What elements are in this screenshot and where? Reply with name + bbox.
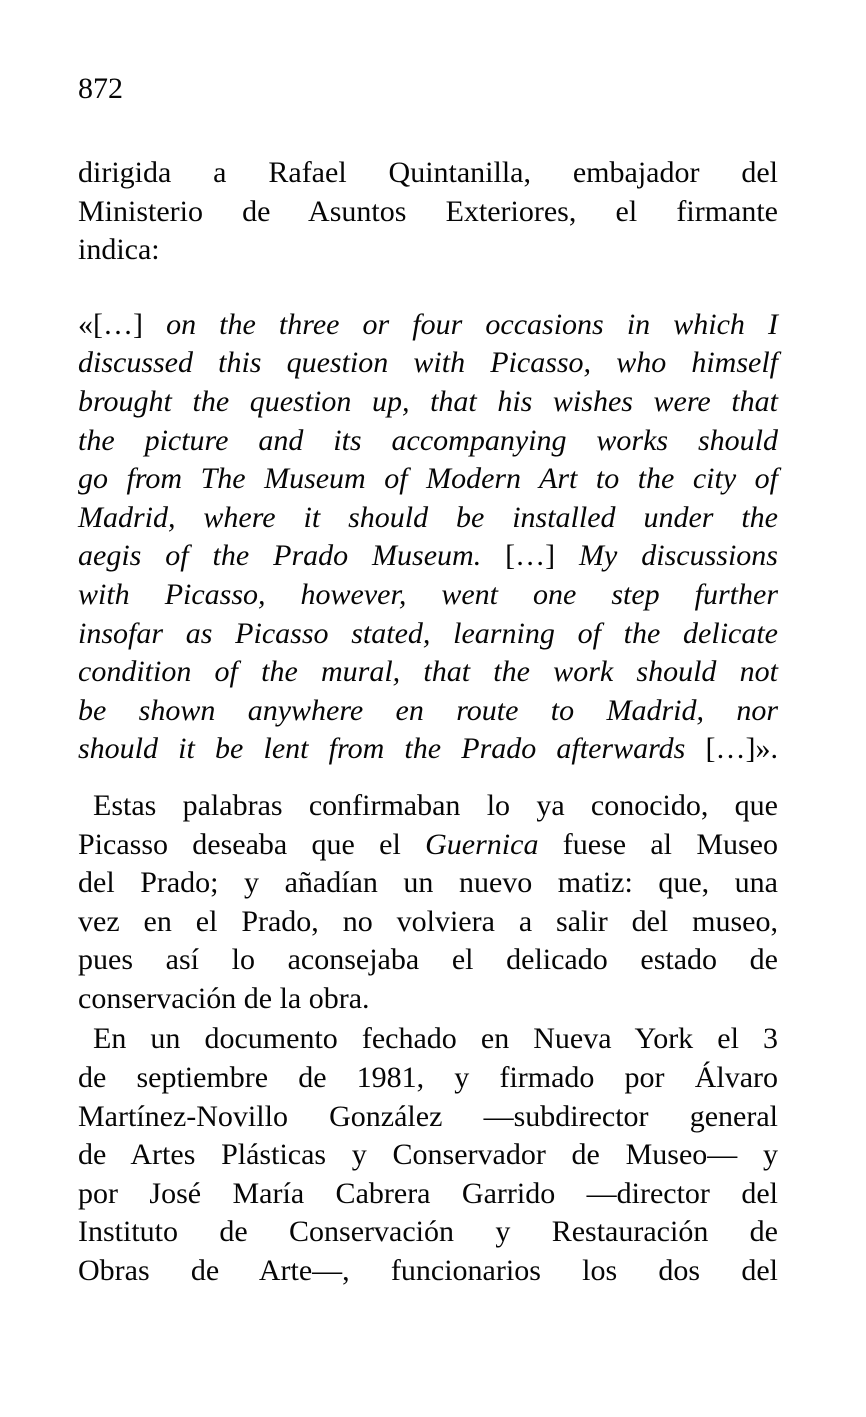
text-line <box>78 231 778 270</box>
text-line <box>78 903 778 942</box>
text-line <box>78 154 778 193</box>
text-line <box>78 730 778 769</box>
italic-text-segment: on the three or four occasions in which I <box>166 307 778 341</box>
text-line <box>78 1020 778 1059</box>
italic-text-segment: go from The Museum of Modern Art to the city of <box>78 462 778 496</box>
text-line <box>78 306 778 345</box>
italic-text-segment: be shown anywhere en route to Madrid, nor <box>78 693 778 727</box>
text-column <box>78 154 778 1291</box>
text-segment: Instituto de Conservación y Restauración de <box>78 1215 778 1249</box>
italic-text-segment: should it be lent from the Prado afterwards <box>78 732 706 766</box>
italic-text-segment: My discussions <box>555 539 778 573</box>
text-segment: […]». <box>705 732 778 766</box>
text-segment: dirigida a Rafael Quintanilla, embajador del <box>78 156 778 189</box>
italic-text-segment: condition of the mural, that the work should not <box>78 655 778 689</box>
text-segment: de septiembre de 1981, y firmado por Álvaro <box>78 1061 778 1095</box>
text-segment: «[…] <box>78 307 167 341</box>
text-line <box>78 1213 778 1252</box>
text-line <box>78 615 778 654</box>
text-line <box>78 383 778 422</box>
text-line <box>78 941 778 980</box>
italic-text-segment: the picture and its accompanying works should <box>78 423 778 457</box>
italic-text-segment: discussed this question with Picasso, who himself <box>78 346 778 380</box>
text-line <box>78 422 778 461</box>
text-line <box>78 1252 778 1291</box>
text-line <box>78 499 778 538</box>
text-line <box>78 193 778 232</box>
text-segment: En un documento fechado en Nueva York el 3 <box>93 1022 778 1056</box>
text-segment: pues así lo aconsejaba el delicado estado de <box>78 943 778 977</box>
text-segment: conservación de la obra. <box>78 981 370 1015</box>
text-line <box>78 460 778 499</box>
text-line <box>78 1098 778 1137</box>
text-line <box>78 1059 778 1098</box>
text-segment: fuese al Museo <box>538 827 778 861</box>
text-line <box>78 692 778 731</box>
text-line <box>78 576 778 615</box>
italic-text-segment: insofar as Picasso stated, learning of the delicate <box>78 616 778 650</box>
text-line <box>78 653 778 692</box>
text-line <box>78 344 778 383</box>
italic-text-segment: Madrid, where it should be installed under the <box>78 500 778 534</box>
text-segment: del Prado; y añadían un nuevo matiz: que, una <box>78 866 778 900</box>
text-segment: Obras de Arte—, funcionarios los dos del <box>78 1254 778 1288</box>
page-number: 872 <box>78 72 123 105</box>
text-segment: […] <box>505 539 556 573</box>
intro-paragraph <box>78 154 778 270</box>
english-quote <box>78 306 778 769</box>
italic-text-segment: with Picasso, however, went one step further <box>78 577 778 611</box>
text-segment: por José María Cabrera Garrido —director del <box>78 1176 778 1210</box>
text-line <box>78 826 778 865</box>
italic-text-segment: brought the question up, that his wishes were that <box>78 384 778 418</box>
text-line <box>78 1136 778 1175</box>
italic-text-segment: aegis of the Prado Museum. <box>78 539 506 573</box>
text-line <box>78 537 778 576</box>
text-line <box>78 1175 778 1214</box>
document-paragraph <box>78 1020 778 1290</box>
text-segment: Ministerio de Asuntos Exteriores, el firmante <box>78 194 778 228</box>
text-line <box>78 864 778 903</box>
text-segment: de Artes Plásticas y Conservador de Museo— y <box>78 1138 778 1172</box>
text-segment: vez en el Prado, no volviera a salir del museo, <box>78 904 778 938</box>
estas-paragraph <box>78 787 778 1019</box>
text-segment: Martínez-Novillo González —subdirector general <box>78 1099 778 1133</box>
text-segment: Picasso deseaba que el <box>78 827 426 861</box>
italic-text-segment: Guernica <box>425 827 539 861</box>
text-segment: indica: <box>78 233 160 267</box>
text-segment: Estas palabras confirmaban lo ya conocido, que <box>93 788 778 822</box>
text-line <box>78 980 778 1019</box>
text-line <box>78 787 778 826</box>
